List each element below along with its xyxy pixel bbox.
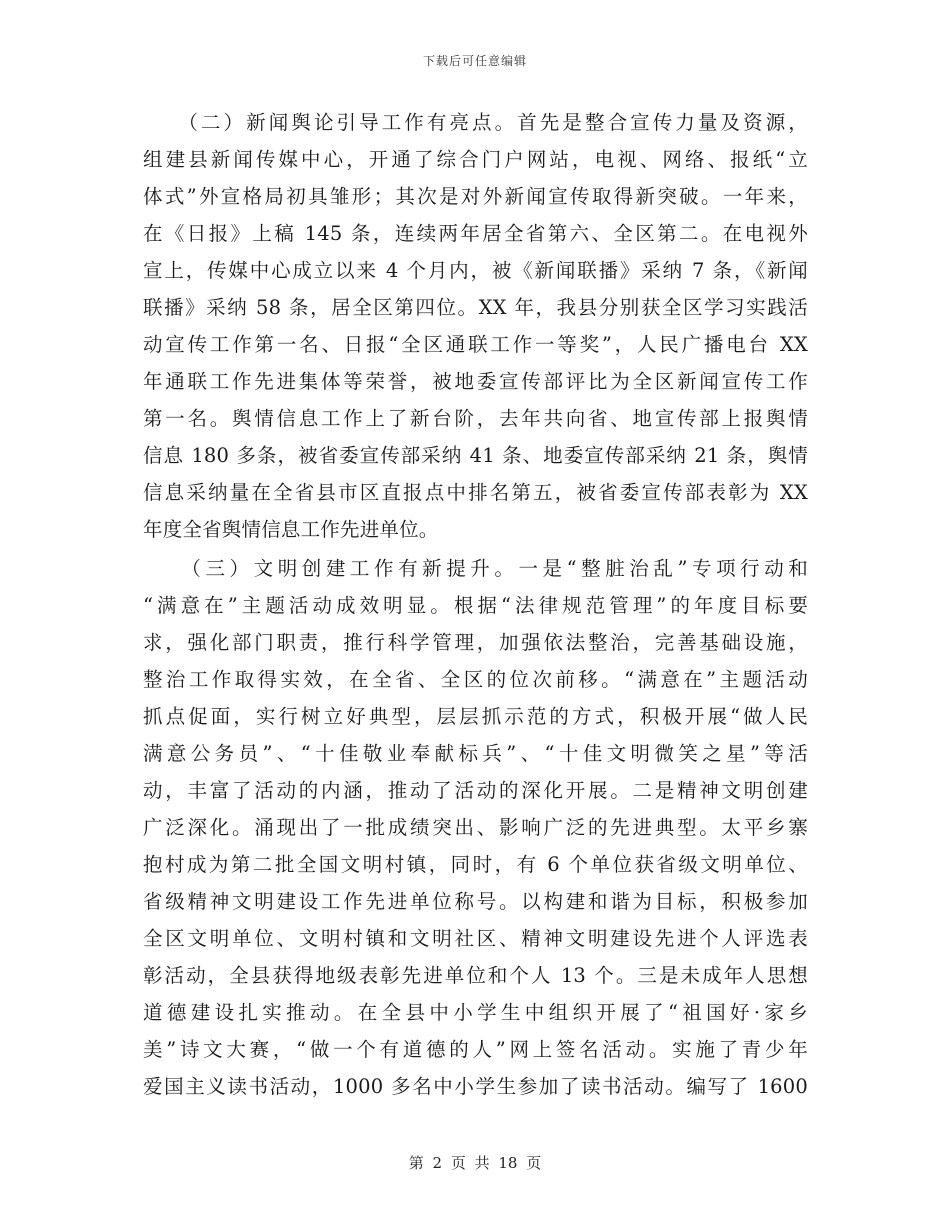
text-line: 满意公务员”、“十佳敬业奉献标兵”、“十佳文明微笑之星”等活: [143, 742, 808, 765]
text-line: （二）新闻舆论引导工作有亮点。首先是整合宣传力量及资源，: [143, 111, 808, 134]
text-line: “满意在”主题活动成效明显。根据“法律规范管理”的年度目标要: [143, 594, 808, 617]
text-line: 美”诗文大赛，“做一个有道德的人”网上签名活动。实施了青少年: [143, 1038, 808, 1061]
paragraph-civilization-building: [143, 550, 808, 1105]
text-line: 在《日报》上稿 145 条，连续两年居全省第六、全区第二。在电视外: [143, 222, 808, 245]
text-line: 动，丰富了活动的内涵，推动了活动的深化开展。二是精神文明创建: [143, 779, 808, 802]
page-header: 下载后可任意编辑: [422, 54, 527, 68]
text-line: 爱国主义读书活动，1000 多名中小学生参加了读书活动。编写了 1600: [143, 1075, 808, 1098]
text-line: 整治工作取得实效，在全省、全区的位次前移。“满意在”主题活动: [143, 668, 808, 691]
text-line: 宣上，传媒中心成立以来 4 个月内，被《新闻联播》采纳 7 条，《新闻: [143, 259, 808, 282]
page-number-footer: 第 2 页 共 18 页: [408, 1154, 542, 1172]
paragraph-news-guidance: [143, 104, 808, 548]
text-line: 求，强化部门职责，推行科学管理，加强依法整治，完善基础设施，: [143, 631, 808, 654]
text-line: （三）文明创建工作有新提升。一是“整脏治乱”专项行动和: [143, 557, 808, 580]
text-line: 广泛深化。涌现出了一批成绩突出、影响广泛的先进典型。太平乡寨: [143, 816, 808, 839]
text-line: 抱村成为第二批全国文明村镇，同时，有 6 个单位获省级文明单位、: [143, 853, 808, 876]
text-line: 省级精神文明建设工作先进单位称号。以构建和谐为目标，积极参加: [143, 890, 808, 913]
text-line: 信息采纳量在全省县市区直报点中排名第五，被省委宣传部表彰为 XX: [143, 481, 808, 504]
text-line: 动宣传工作第一名、日报“全区通联工作一等奖”，人民广播电台 XX: [143, 333, 808, 356]
text-line: 道德建设扎实推动。在全县中小学生中组织开展了“祖国好·家乡: [143, 1001, 808, 1024]
text-line: 年通联工作先进集体等荣誉，被地委宣传部评比为全区新闻宣传工作: [143, 370, 808, 393]
text-line: 联播》采纳 58 条，居全区第四位。XX 年，我县分别获全区学习实践活: [143, 296, 808, 319]
text-line: 信息 180 多条，被省委宣传部采纳 41 条、地委宣传部采纳 21 条，舆情: [143, 444, 808, 467]
text-line: 第一名。舆情信息工作上了新台阶，去年共向省、地宣传部上报舆情: [143, 407, 808, 430]
text-line: 全区文明单位、文明村镇和文明社区、精神文明建设先进个人评选表: [143, 927, 808, 950]
text-line: 体式”外宣格局初具雏形；其次是对外新闻宣传取得新突破。一年来，: [143, 185, 808, 208]
text-line: 年度全省舆情信息工作先进单位。: [143, 518, 439, 541]
text-line: 抓点促面，实行树立好典型，层层抓示范的方式，积极开展“做人民: [143, 705, 808, 728]
text-line: 彰活动，全县获得地级表彰先进单位和个人 13 个。三是未成年人思想: [143, 964, 808, 987]
document-body: [143, 104, 808, 1105]
text-line: 组建县新闻传媒中心，开通了综合门户网站，电视、网络、报纸“立: [143, 148, 808, 171]
